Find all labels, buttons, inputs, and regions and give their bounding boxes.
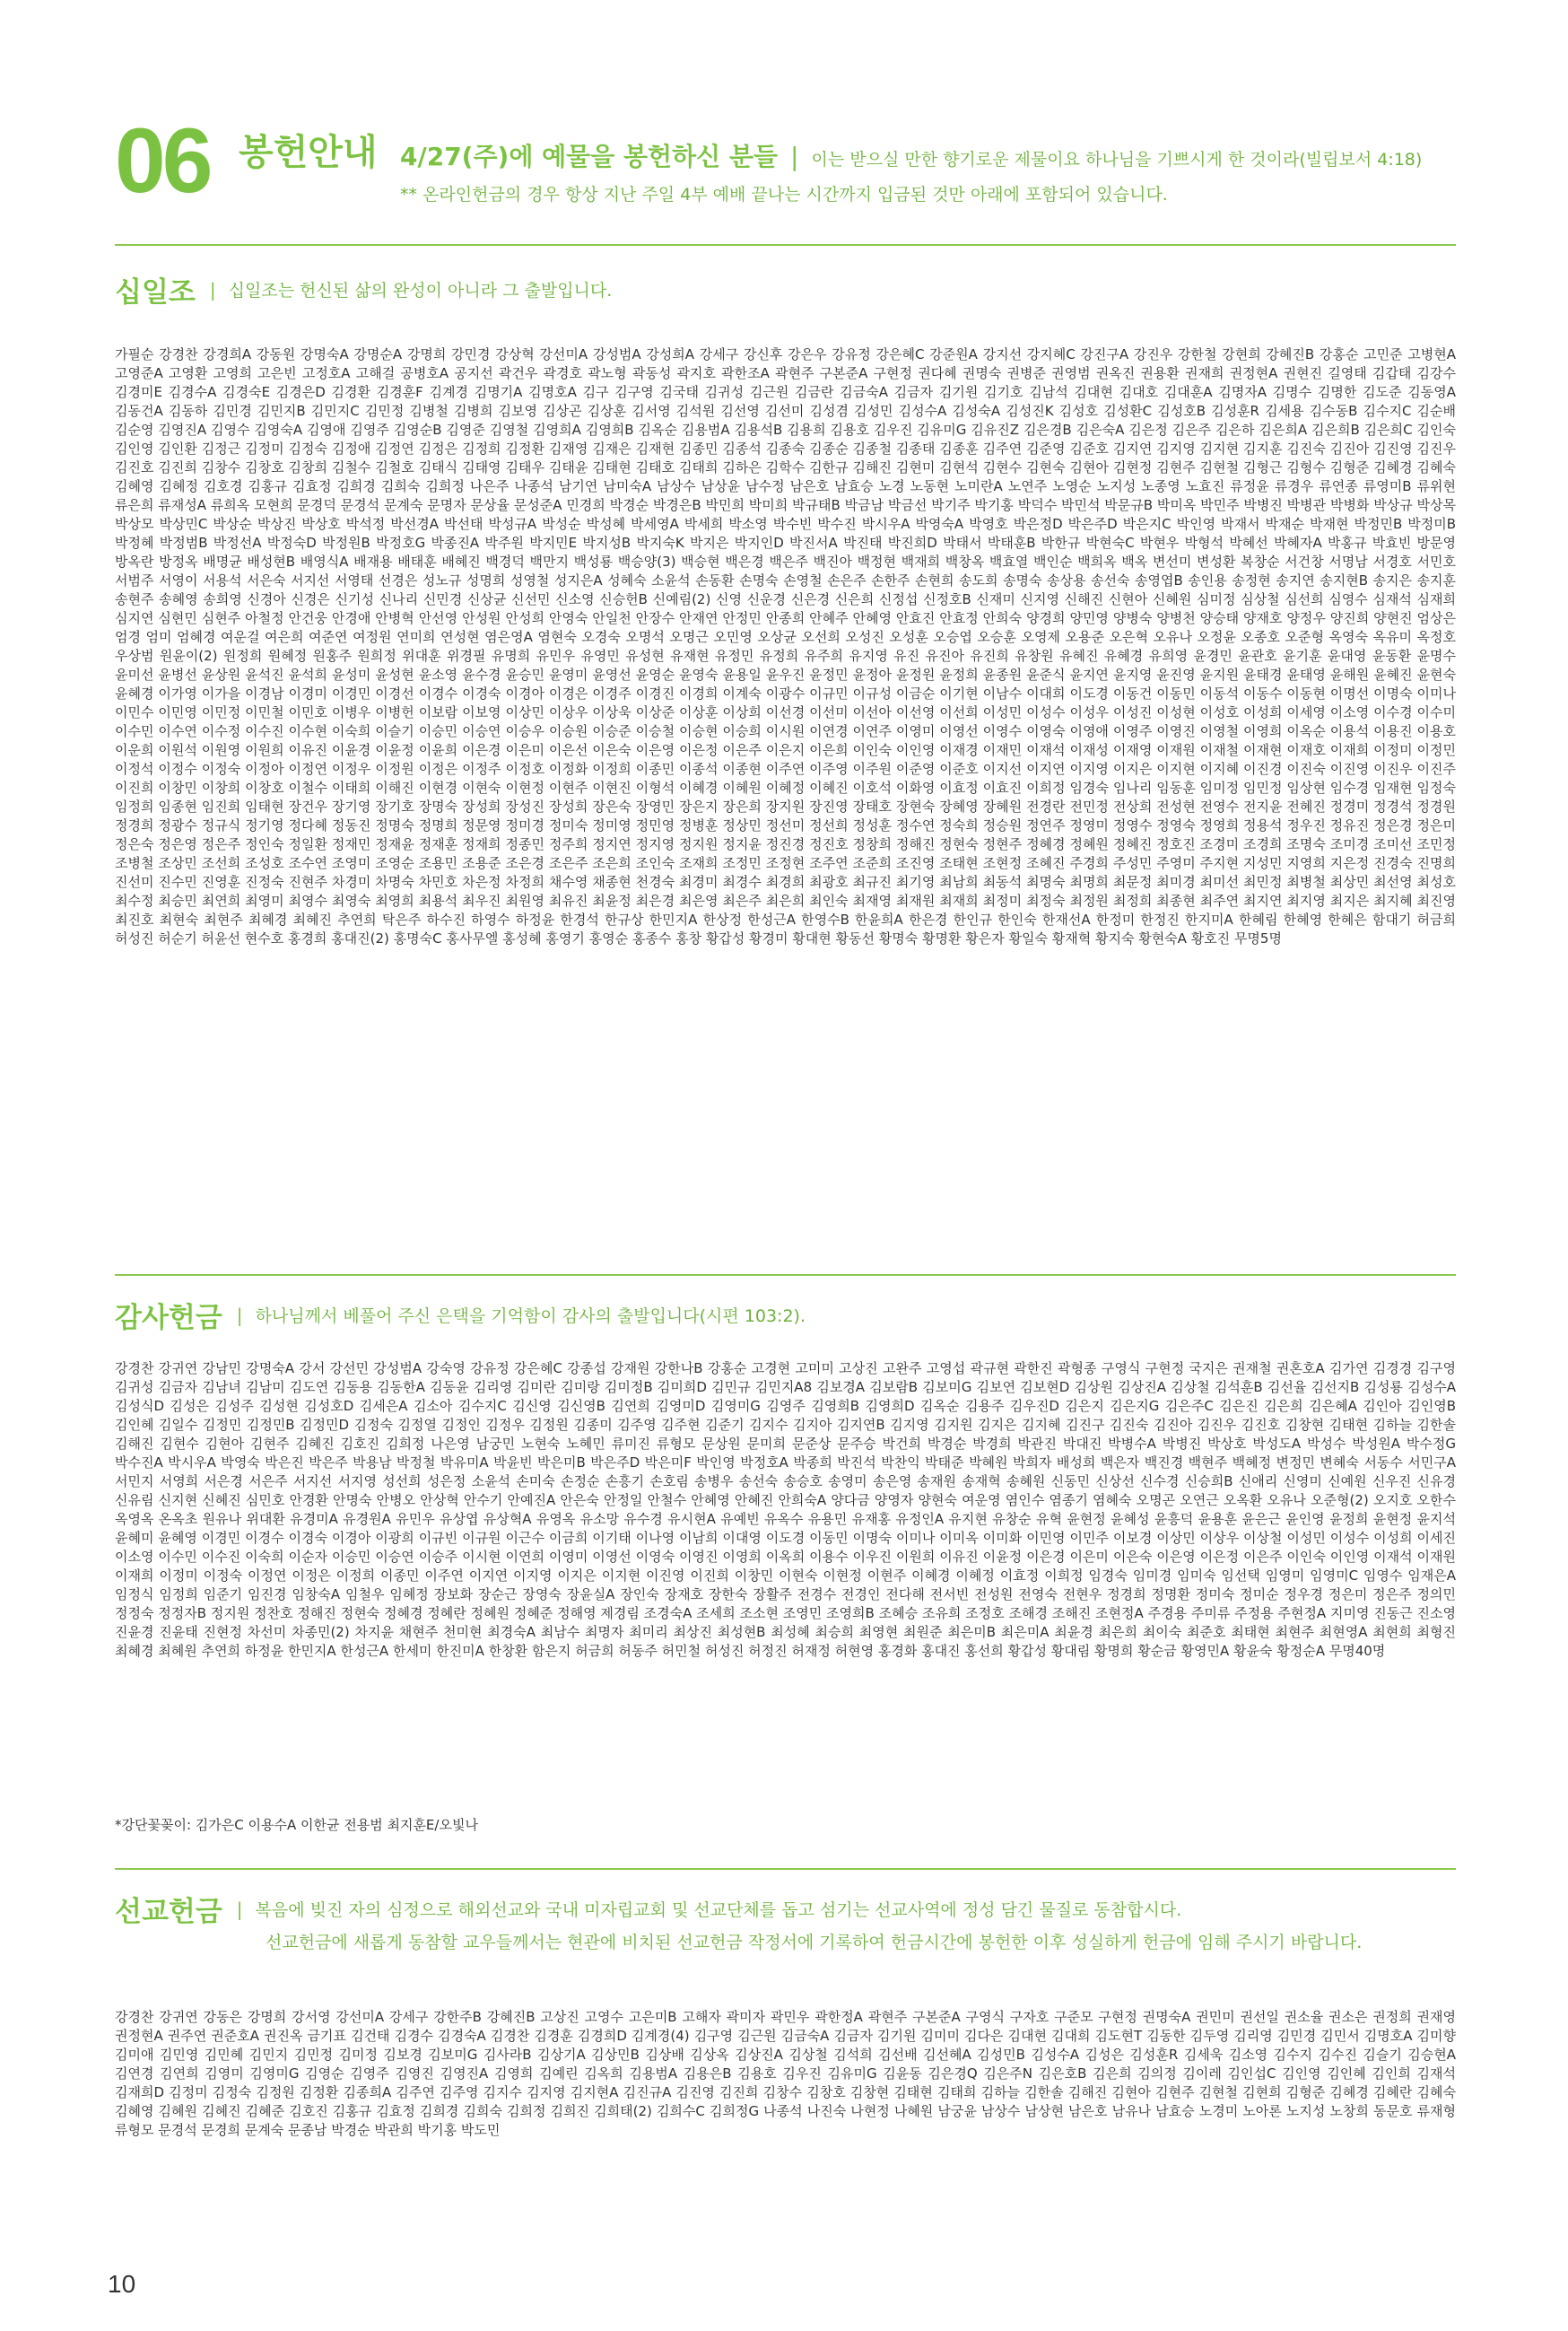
divider [115, 1868, 1456, 1870]
tithe-bar: | [209, 278, 216, 301]
thanks-names: 강경찬 강귀연 강남민 강명숙A 강서 강선민 강성범A 강숙영 강유정 강은혜C 강종섭 강재원 강한나B 강홍순 고경현 고미미 고상진 고완주 고영섭 곽규현 곽한진 곽형종 구영식 구현정 국지은 권재철 권혼호A 김가연 김경경 김구영 김귀성 김금자 김남녀 김남미 김도연 김동용 김동한A 김동윤 김리영 김미란 김미랑 김미정B 김미희D 김민규 김민지A8 김보경A 김보람B 김보미G 김보연 김보현D 김상원 김상진A 김상철 김석훈B 김선율 김선지B 김성룡 김성수A 김성식D 김성은 김성주 김성현 김성호D 김세은A 김소아 김수지C 김신영 김신영B 김연희 김영미D 김영미G 김영주 김영희B 김영희D 김옥순 김용주 김우진D 김은지 김은지G 김은주C 김은진 김은희 김은혜A 김인아 김인영B 김인혜 김일수 김정민 김정민B 김정민D 김정숙 김정열 김정인 김정우 김정원 김종미 김주영 김주현 김준기 김지수 김지아 김지연B 김지영 김지원 김지은 김지혜 김진구 김진숙 김진아 김진우 김진호 김창현 김태현 김하늘 김한솔 김해진 김현수 김현아 김현주 김혜진 김호진 김희정 나은영 남궁민 노현숙 노혜민 류미진 류형모 문상원 문미희 문준상 문주승 박건희 박경순 박경희 박관진 박대진 박병수A 박병진 박상호 박성도A 박성수 박성원A 박수정G 박수진A 박시우A 박영숙 박은진 박은주 박용남 박정철 박유미A 박윤빈 박은미B 박은주D 박은미F 박인영 박정호A 박종희 박진석 박찬익 박태준 박혜원 박희자 배성희 백은자 백진경 백현주 백혜정 변정민 변혜숙 서동수 서민구A 서민지 서영희 서은경 서은주 서지선 서지영 성선희 성은정 소윤석 손미숙 손정순 손흥기 손호림 송병우 송선숙 송승호 송영미 송은영 송재원 송재혁 송혜원 신동민 신상선 신수경 신승희B 신애리 신영미 신예원 신우진 신유경 신유림 신지현 신혜진 심민호 안경환 안명숙 안병오 안상혁 안수기 안예진A 안은숙 안정일 안철수 안혜영 안혜진 안희숙A 양다금 양영자 양현숙 여운영 염인수 염종기 염혜숙 오명곤 오연근 오옥환 오유나 오준형(2) 오지호 오한수 옥영옥 온옥초 원유나 위대환 유경미A 유경원A 유민우 유상엽 유상혁A 유영옥 유소망 유수경 유시현A 유예빈 유옥수 유용민 유재홍 유정인A 유지현 유창순 유혁 윤현정 윤혜성 윤흥덕 윤용훈 윤은근 윤인영 윤정희 윤현정 윤지석 윤혜미 윤혜영 이경민 이경수 이경숙 이경아 이광희 이규빈 이규원 이근수 이금희 이기태 이나영 이남희 이대영 이도경 이동민 이명숙 이미나 이미옥 이미화 이민영 이민주 이보경 이상민 이상우 이상철 이성민 이성수 이성희 이세진 이소영 이수민 이수진 이숙희 이순자 이승민 이승연 이승주 이시현 이연희 이영미 이영선 이영숙 이영진 이영희 이옥희 이용수 이우진 이원희 이유진 이윤정 이은경 이은미 이은숙 이은영 이은정 이은주 이인숙 이인영 이재석 이재원 이재희 이정미 이정숙 이정연 이정은 이정희 이종민 이주연 이지연 이지영 이지은 이지현 이진영 이진희 이창민 이현숙 이현정 이현주 이혜경 이혜정 이효정 이희정 임경숙 임미경 임미숙 임선택 임영미 임영미C 임영수 임재은A 임정식 임정희 임준기 임진경 임창숙A 임철우 임혜정 장보화 장순근 장영숙 장윤실A 장인숙 장재호 장한숙 장활주 전경수 전경인 전다해 전서빈 전성원 전영숙 전현우 정경희 정명환 정미숙 정미순 정우경 정은미 정은주 정의민 정정숙 정정자B 정지원 정찬호 정해진 정현숙 정혜경 정혜란 정혜원 정혜준 정해영 제경림 조경숙A 조세희 조소현 조영민 조영희B 조혜승 조유희 조정호 조해경 조해진 조현정A 주경용 주미류 주정용 주현정A 지미영 진동근 진소영 진윤경 진윤태 진현정 차선미 차종민(2) 차지윤 채현주 천미현 최경숙A 최남수 최명자 최미리 최상진 최성현B 최성혜 최승희 최영현 최원준 최은미B 최은미A 최윤경 최은희 최이숙 최준호 최태현 최현주 최현영A 최현희 최형진 최혜경 최혜원 추연희 하정윤 한민지A 한성근A 한세미 한진미A 한창환 함은지 허금희 허동주 허민철 허성진 허정진 허재정 허현영 홍경화 홍대진 홍선희 황갑성 황대림 황명희 황순금 황영민A 황윤숙 황정순A 무명40명 [115, 1360, 1456, 1659]
mission-heading [115, 1889, 1181, 1929]
thanks-bar: | [236, 1304, 243, 1326]
tithe-heading [115, 269, 612, 310]
headline [400, 137, 1422, 173]
headline-separator: | [790, 142, 799, 171]
mission-title: 선교헌금 [115, 1896, 222, 1928]
mission-bar: | [236, 1898, 243, 1920]
headline-verse: 이는 받으실 만한 향기로운 제물이요 하나님을 기쁘시게 한 것이라(빌립보서 4:18) [811, 150, 1423, 170]
thanks-description: 하나님께서 베풀어 주신 은택을 기억함이 감사의 출발입니다(시편 103:2). [255, 1306, 806, 1326]
page-header [115, 109, 1460, 220]
thanks-title: 감사헌금 [115, 1302, 222, 1334]
tithe-names: 가필순 강경찬 강경희A 강동원 강명숙A 강명순A 강명희 강민경 강상혁 강선미A 강성범A 강성희A 강세구 강신후 강은우 강유정 강은혜C 강준원A 강지선 강지혜C 강진구A 강진우 강한철 강현희 강혜진B 강홍순 고민준 고병현A 고영준A 고영환 고영희 고은빈 고정호A 고해걸 공병호A 공지선 곽건우 곽경호 곽노형 곽동성 곽지호 곽한조A 곽현주 구본준A 구현정 권다혜 권명숙 권병준 권영범 권옥진 권용환 권재희 권정현A 권현진 길영태 김갑태 김강수 김경미E 김경수A 김경숙E 김경은D 김경환 김경훈F 김계경 김명기A 김명호A 김구 김구영 김국태 김귀성 김근원 김금란 김금숙A 김금자 김기원 김기호 김남석 김대현 김대호 김대훈A 김명자A 김명수 김명한 김도준 김동영A 김동건A 김동하 김민경 김민지B 김민지C 김민정 김병철 김병희 김보영 김상곤 김상훈 김서영 김석원 김선영 김선미 김성겸 김성민 김성수A 김성숙A 김성진K 김성호 김성환C 김성호B 김성훈R 김세용 김수동B 김수지C 김순배 김순영 김영진A 김영수 김영숙A 김영애 김영주 김영순B 김영준 김영철 김영희A 김영희B 김옥순 김용범A 김용석B 김용희 김용호 김우진 김유미G 김유진Z 김은경B 김은숙A 김은정 김은주 김은하 김은희A 김은희B 김은희C 김인숙 김인영 김인환 김정근 김정미 김정숙 김정애 김정연 김정은 김정희 김정환 김재영 김재은 김재현 김종민 김종석 김종숙 김종순 김종철 김종태 김종훈 김주연 김준영 김준호 김지연 김지영 김지현 김지훈 김진숙 김진아 김진영 김진우 김진호 김진희 김창수 김창호 김창희 김철수 김철호 김태식 김태영 김태우 김태윤 김태현 김태호 김태희 김하은 김학수 김한규 김해진 김현미 김현석 김현수 김현숙 김현아 김현정 김현주 김현철 김형근 김형수 김형준 김혜경 김혜숙 김혜영 김혜정 김호경 김홍규 김효정 김희경 김희숙 김희정 나은주 나종석 남기연 남미숙A 남상수 남상윤 남수정 남은호 남효승 노경 노동현 노미란A 노연주 노영순 노지성 노종영 노효진 류정윤 류경우 류연종 류영미B 류위현 류은희 류재성A 류희옥 모현희 문경덕 문경석 문계숙 문명자 문상율 문성준A 민경희 박경순 박경은B 박민희 박미희 박규태B 박금남 박금선 박기주 박기홍 박덕수 박민석 박문규B 박미옥 박민주 박병진 박병관 박병화 박상규 박상목 박상모 박상민C 박상순 박상진 박상호 박석정 박선경A 박선태 박성규A 박성순 박성혜 박세영A 박세희 박소영 박수빈 박수진 박시우A 박영숙A 박영호 박은정D 박은주D 박은지C 박인영 박재서 박재순 박재현 박정민B 박정미B 박정혜 박정범B 박정선A 박정숙D 박정원B 박정호G 박종진A 박주원 박지민E 박지성B 박지숙K 박지은 박지인D 박진서A 박진태 박진희D 박태서 박태훈B 박한규 박현숙C 박현우 박형석 박혜선 박혜자A 박홍규 박효빈 방문영 방옥란 방정옥 배명균 배성현B 배영식A 배재용 배태훈 배혜진 백경덕 백만지 백성룡 백승양(3) 백승현 백은경 백은주 백진아 백정현 백재희 백창옥 백효열 백인순 백희옥 백옥 변선미 변성환 복창순 서건창 서명남 서경호 서민호 서범주 서영이 서용석 서은숙 서지선 서영태 선경은 성노규 성명희 성영철 성지은A 성혜숙 소윤석 손동환 손명숙 손영철 손은주 손한주 손현희 송도희 송명숙 송상용 송선숙 송영엽B 송인용 송정현 송지연 송지현B 송지은 송지훈 송현주 송혜영 송희영 신경아 신경은 신기성 신나리 신민경 신상균 신선민 신소영 신승헌B 신예림(2) 신영 신운경 신은경 신은희 신정섭 신정호B 신재미 신지영 신해진 신현아 신혜원 심미정 심상철 심선희 심영수 심재석 심재희 심지연 심현민 심현주 아철정 안건웅 안경애 안병혁 안선영 안성원 안성희 안영숙 안일천 안장수 안재연 안정민 안종희 안혜주 안혜영 안효진 안효정 안희숙 양경희 양민영 양병숙 양병천 양승태 양재호 양정우 양진희 양현진 엄상은 엄경 엄미 엄혜경 여운걸 여은희 여준연 여정원 연미희 연성현 염은영A 염현숙 오경숙 오명석 오명근 오민영 오상균 오선희 오성진 오성훈 오승엽 오승훈 오영제 오용준 오은혁 오유나 오정윤 오종호 오준형 옥영숙 옥유미 옥정호 우상범 원윤이(2) 원정희 원혜정 원홍주 원희정 위대훈 위경필 유명희 유민우 유영민 유성현 유재현 유정민 유정희 유주희 유지영 유진 유진아 유진희 유창원 유혜진 유혜경 유희영 윤경민 윤관호 윤기훈 윤대영 윤동환 윤명수 윤미선 윤병선 윤상원 윤석진 윤석희 윤성미 윤성현 윤소영 윤수경 윤승민 윤영미 윤영선 윤영순 윤영숙 윤용일 윤우진 윤정민 윤정아 윤정원 윤정희 윤종원 윤준식 윤지연 윤지영 윤진영 윤지원 윤태경 윤태영 윤해원 윤혜진 윤현숙 윤혜경 이가영 이가을 이경남 이경미 이경민 이경선 이경수 이경숙 이경아 이경은 이경주 이경진 이경희 이계숙 이광수 이규민 이규성 이금순 이기현 이남수 이대희 이도경 이동건 이동민 이동석 이동수 이동현 이명선 이명숙 이미나 이민수 이민영 이민정 이민철 이민호 이병우 이병헌 이보람 이보영 이상민 이상우 이상욱 이상준 이상훈 이상희 이선경 이선미 이선아 이선영 이선희 이성민 이성수 이성우 이성진 이성현 이성호 이성희 이세영 이소영 이수경 이수미 이수민 이수연 이수정 이수진 이수현 이숙희 이슬기 이승민 이승연 이승우 이승원 이승준 이승철 이승현 이승희 이시원 이연경 이연주 이영미 이영선 이영수 이영숙 이영애 이영주 이영진 이영철 이영희 이옥순 이용석 이용진 이용호 이운희 이원석 이원영 이원희 이유진 이윤경 이윤정 이윤희 이은경 이은미 이은선 이은숙 이은영 이은정 이은주 이은지 이은희 이인숙 이인영 이재경 이재민 이재석 이재성 이재영 이재원 이재철 이재현 이재호 이재희 이정미 이정민 이정석 이정수 이정숙 이정아 이정연 이정우 이정원 이정은 이정주 이정호 이정화 이정희 이종민 이종석 이종현 이주연 이주영 이주원 이준영 이준호 이지선 이지연 이지영 이지은 이지현 이지혜 이진경 이진숙 이진영 이진우 이진주 이진희 이창민 이창희 이창호 이철수 이태희 이해진 이현경 이현숙 이현정 이현주 이현진 이형석 이혜경 이혜원 이혜정 이혜진 이호석 이화영 이효정 이효진 이희정 임경숙 임나리 임동훈 임미정 임민정 임상현 임수경 임재현 임정숙 임정희 임종현 임진희 임태현 장건우 장기영 장기호 장명숙 장성희 장성진 장성희 장은숙 장영민 장은지 장은희 장지원 장진영 장태호 장현숙 장혜영 장혜원 전경란 전민정 전상희 전성현 전영수 전지윤 전혜진 정경미 정경석 정경원 정경희 정광수 정규식 정기영 정다혜 정동진 정명숙 정명희 정문영 정미경 정미숙 정미영 정민영 정병훈 정상민 정선미 정선희 정성훈 정수연 정숙희 정승원 정연주 정영미 정영수 정영숙 정영희 정용석 정우진 정유진 정은경 정은미 정은숙 정은영 정은주 정인숙 정일환 정재민 정재윤 정재훈 정재희 정종민 정주희 정지연 정지영 정지원 정지윤 정진경 정진호 정창희 정해진 정현숙 정현주 정혜경 정혜원 정혜진 정호진 조경미 조경희 조명숙 조미경 조미선 조민정 조병철 조상민 조선희 조성호 조수연 조영미 조영순 조용민 조용준 조은경 조은주 조은희 조인숙 조재희 조정민 조정현 조주연 조준희 조진영 조태현 조현정 조혜진 주경희 주성민 주영미 주지현 지성민 지영희 지은정 진경숙 진명희 진선미 진수민 진영훈 진정숙 진현주 차경미 차명숙 차민호 차은정 차정희 채수영 채종현 천경숙 최경미 최경수 최경희 최광호 최규진 최기영 최남희 최동석 최명숙 최명희 최문정 최미경 최미선 최민정 최병철 최상민 최선영 최성호 최수정 최승민 최연희 최영미 최영수 최영숙 최영희 최용석 최우진 최원영 최유진 최윤정 최은경 최은영 최은주 최은희 최인숙 최재영 최재원 최재희 최정미 최정숙 최정원 최정희 최종현 최주연 최지연 최지영 최지은 최지혜 최진영 최진호 최현숙 최현주 최혜경 최혜진 추연희 탁은주 하수진 하영수 하정윤 한경석 한규상 한민지A 한상정 한성근A 한영수B 한윤희A 한은경 한인규 한인숙 한재선A 한정미 한정진 한지미A 한혜림 한혜영 한혜은 함대기 허금희 허성진 허순기 허윤선 현수호 홍경희 홍대진(2) 홍명숙C 홍사무엘 홍성혜 홍영기 홍영순 홍종수 홍창 황갑성 황경미 황대현 황동선 황명숙 황명환 황은자 황일숙 황재혁 황지숙 황현숙A 황호진 무명5명 [115, 346, 1456, 947]
tithe-description: 십일조는 헌신된 삶의 완성이 아니라 그 출발입니다. [228, 281, 613, 301]
tithe-title: 십일조 [115, 276, 196, 309]
page-number: 10 [108, 2270, 136, 2298]
divider [115, 244, 1456, 246]
divider [115, 1274, 1456, 1276]
mission-description: 복음에 빚진 자의 심정으로 해외선교와 국내 미자립교회 및 선교단체를 돕고 섬기는 선교사역에 정성 담긴 물질로 동참합시다. [255, 1900, 1182, 1920]
online-offering-note: ** 온라인헌금의 경우 항상 지난 주일 4부 예배 끝나는 시간까지 입금된 것만 아래에 포함되어 있습니다. [400, 185, 1168, 205]
thanks-heading [115, 1295, 806, 1335]
section-title: 봉헌안내 [239, 132, 378, 173]
section-number: 06 [115, 109, 210, 212]
mission-names: 강경찬 강귀연 강동은 강명희 강서영 강선미A 강세구 강한주B 강혜진B 고상진 고영수 고은미B 고해자 곽미자 곽민우 곽한정A 곽현주 구본준A 구영식 구자호 구준모 구현정 권명숙A 권민미 권선일 권소율 권소은 권정희 권재영 권정현A 권주연 권준호A 권진옥 금기표 김건태 김경수 김경숙A 김경찬 김경훈 김경희D 김계경(4) 김구영 김근원 김금숙A 김금자 김기원 김미미 김다은 김대현 김대희 김도현T 김동한 김두영 김리영 김민경 김민서 김명호A 김미향 김미애 김민영 김민혜 김민지 김민정 김미정 김보경 김보미G 김사라B 김상기A 김상민B 김상배 김상옥 김상진A 김상철 김석희 김선배 김선혜A 김성민B 김성수A 김성은 김성훈R 김세욱 김소영 김수지 김수진 김슬기 김승현A 김연경 김연희 김영미 김영미G 김영순 김영주 김영진 김영진A 김영희 김예린 김옥희 김용범A 김용은B 김용호 김우진 김유미G 김윤동 김은경Q 김은주N 김은호B 김은희 김의정 김이레 김인섭C 김인영 김인혜 김인희 김재석 김재희D 김정미 김정숙 김정원 김정환 김종희A 김주연 김주영 김지수 김지영 김지현A 김진규A 김진영 김진희 김창수 김창호 김창현 김태현 김태희 김하늘 김한솔 김해진 김현아 김현주 김현철 김현희 김형준 김혜경 김혜란 김혜숙 김혜영 김혜원 김혜진 김혜준 김호진 김홍규 김효정 김희경 김희숙 김희정 김희진 김희태(2) 김희수C 김희정G 나종석 나진숙 나현정 나혜원 남궁윤 남상수 남상현 남은호 남유나 남효승 노경미 노아론 노지성 노창희 동문호 류재형 류형모 문경석 문경희 문계숙 문종남 박경순 박관희 박기홍 박도민 [115, 2009, 1456, 2138]
headline-text: 4/27(주)에 예물을 봉헌하신 분들 [400, 142, 779, 171]
mission-description-2: 선교헌금에 새롭게 동참할 교우들께서는 현관에 비치된 선교헌금 작정서에 기록하여 헌금시간에 봉헌한 이후 성실하게 헌금에 임해 주시기 바랍니다. [266, 1933, 1363, 1952]
altar-flower-note: *강단꽃꽂이: 김가은C 이용수A 이한균 전용범 최지훈E/오빛나 [115, 1817, 478, 1833]
